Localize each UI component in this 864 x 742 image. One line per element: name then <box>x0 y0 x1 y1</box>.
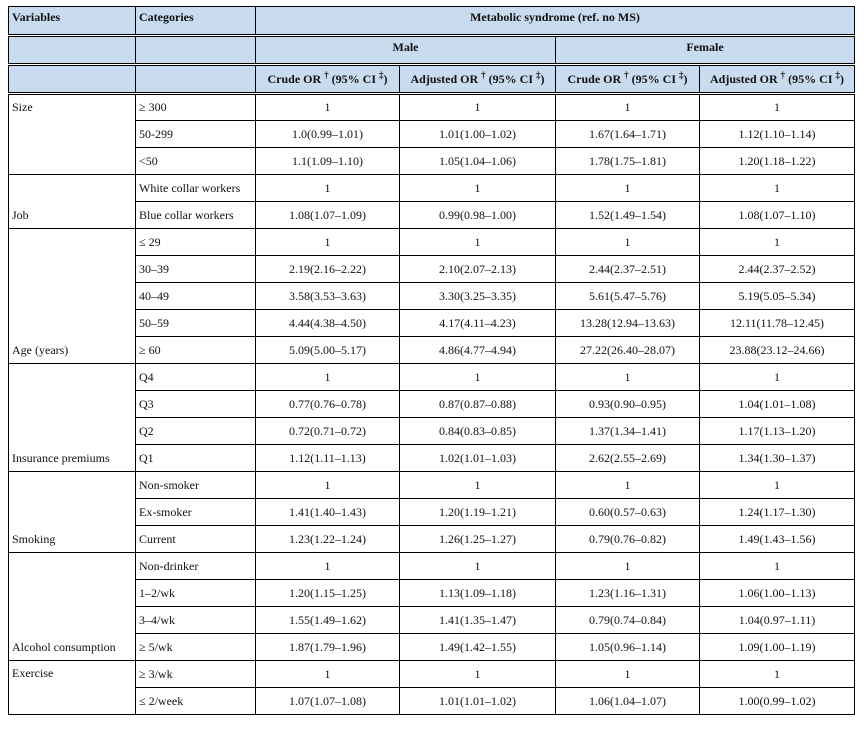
male-adjusted-cell: 1 <box>400 175 556 202</box>
female-adjusted-cell: 1.24(1.17–1.30) <box>700 499 855 526</box>
female-crude-cell: 2.62(2.55–2.69) <box>556 445 700 472</box>
category-cell: <50 <box>136 148 256 175</box>
female-adjusted-cell: 23.88(23.12–24.66) <box>700 337 855 364</box>
category-cell: White collar workers <box>136 175 256 202</box>
male-crude-cell: 1 <box>256 472 400 499</box>
female-crude-cell: 1 <box>556 94 700 121</box>
female-crude-cell: 1 <box>556 364 700 391</box>
variable-cell: Insurance premiums <box>9 364 136 472</box>
table-row <box>9 499 855 526</box>
male-adjusted-cell: 1.13(1.09–1.18) <box>400 580 556 607</box>
male-crude-cell: 5.09(5.00–5.17) <box>256 337 400 364</box>
male-crude-cell: 1 <box>256 661 400 688</box>
female-crude-cell: 1 <box>556 661 700 688</box>
table-row <box>9 526 855 553</box>
female-adjusted-cell: 1 <box>700 553 855 580</box>
category-cell: Q3 <box>136 391 256 418</box>
female-adjusted-cell: 1.49(1.43–1.56) <box>700 526 855 553</box>
table-wrapper <box>8 6 855 715</box>
male-adjusted-cell: 0.84(0.83–0.85) <box>400 418 556 445</box>
female-crude-cell: 27.22(26.40–28.07) <box>556 337 700 364</box>
table-row <box>9 634 855 661</box>
header-blank-categories-2 <box>136 65 256 94</box>
category-cell: ≥ 300 <box>136 94 256 121</box>
female-crude-cell: 1.78(1.75–1.81) <box>556 148 700 175</box>
male-crude-cell: 1.0(0.99–1.01) <box>256 121 400 148</box>
male-adjusted-cell: 1.49(1.42–1.55) <box>400 634 556 661</box>
header-categories: Categories <box>136 7 256 36</box>
female-crude-cell: 1.05(0.96–1.14) <box>556 634 700 661</box>
male-crude-cell: 1 <box>256 553 400 580</box>
male-crude-cell: 3.58(3.53–3.63) <box>256 283 400 310</box>
male-adjusted-cell: 1 <box>400 553 556 580</box>
variable-cell: Smoking <box>9 472 136 553</box>
header-female: Female <box>556 36 855 65</box>
table-row <box>9 391 855 418</box>
female-crude-cell: 0.79(0.76–0.82) <box>556 526 700 553</box>
female-adjusted-cell: 1 <box>700 364 855 391</box>
female-crude-cell: 1 <box>556 553 700 580</box>
female-crude-cell: 0.60(0.57–0.63) <box>556 499 700 526</box>
female-adjusted-cell: 1.06(1.00–1.13) <box>700 580 855 607</box>
category-cell: 50-299 <box>136 121 256 148</box>
female-adjusted-cell: 1 <box>700 229 855 256</box>
female-crude-cell: 0.79(0.74–0.84) <box>556 607 700 634</box>
table-row <box>9 553 855 580</box>
female-adjusted-cell: 1.08(1.07–1.10) <box>700 202 855 229</box>
female-adjusted-cell: 2.44(2.37–2.52) <box>700 256 855 283</box>
category-cell: 40–49 <box>136 283 256 310</box>
category-cell: Q4 <box>136 364 256 391</box>
female-adjusted-cell: 1.12(1.10–1.14) <box>700 121 855 148</box>
male-adjusted-cell: 1.20(1.19–1.21) <box>400 499 556 526</box>
header-male-adjusted-or: Adjusted OR † (95% CI ‡) <box>400 65 556 94</box>
table-row <box>9 202 855 229</box>
category-cell: ≥ 60 <box>136 337 256 364</box>
male-adjusted-cell: 1.05(1.04–1.06) <box>400 148 556 175</box>
male-adjusted-cell: 4.17(4.11–4.23) <box>400 310 556 337</box>
male-crude-cell: 2.19(2.16–2.22) <box>256 256 400 283</box>
category-cell: ≤ 29 <box>136 229 256 256</box>
female-crude-cell: 1.23(1.16–1.31) <box>556 580 700 607</box>
header-outcome: Metabolic syndrome (ref. no MS) <box>256 7 855 36</box>
table-header <box>9 7 855 94</box>
male-crude-cell: 1.20(1.15–1.25) <box>256 580 400 607</box>
category-cell: Non-drinker <box>136 553 256 580</box>
female-crude-cell: 1 <box>556 175 700 202</box>
table-row <box>9 607 855 634</box>
female-adjusted-cell: 1 <box>700 661 855 688</box>
table-row <box>9 445 855 472</box>
header-female-adjusted-or: Adjusted OR † (95% CI ‡) <box>700 65 855 94</box>
male-crude-cell: 4.44(4.38–4.50) <box>256 310 400 337</box>
category-cell: Blue collar workers <box>136 202 256 229</box>
male-crude-cell: 1 <box>256 229 400 256</box>
metabolic-syndrome-table <box>8 6 855 715</box>
male-crude-cell: 0.72(0.71–0.72) <box>256 418 400 445</box>
category-cell: 3–4/wk <box>136 607 256 634</box>
female-crude-cell: 2.44(2.37–2.51) <box>556 256 700 283</box>
male-adjusted-cell: 1.02(1.01–1.03) <box>400 445 556 472</box>
male-adjusted-cell: 1 <box>400 472 556 499</box>
female-crude-cell: 13.28(12.94–13.63) <box>556 310 700 337</box>
category-cell: ≥ 3/wk <box>136 661 256 688</box>
female-adjusted-cell: 1.20(1.18–1.22) <box>700 148 855 175</box>
variable-cell: Alcohol consumption <box>9 553 136 661</box>
female-adjusted-cell: 1.17(1.13–1.20) <box>700 418 855 445</box>
female-crude-cell: 1.52(1.49–1.54) <box>556 202 700 229</box>
table-row <box>9 688 855 715</box>
female-adjusted-cell: 1.00(0.99–1.02) <box>700 688 855 715</box>
header-blank-variables <box>9 36 136 65</box>
table-row <box>9 418 855 445</box>
table-row <box>9 94 855 121</box>
male-adjusted-cell: 1 <box>400 661 556 688</box>
variable-cell: Age (years) <box>9 229 136 364</box>
female-adjusted-cell: 1 <box>700 472 855 499</box>
male-crude-cell: 1 <box>256 94 400 121</box>
male-adjusted-cell: 1.01(1.00–1.02) <box>400 121 556 148</box>
female-adjusted-cell: 1 <box>700 175 855 202</box>
table-body <box>9 94 855 715</box>
female-crude-cell: 1.67(1.64–1.71) <box>556 121 700 148</box>
header-blank-variables-2 <box>9 65 136 94</box>
male-crude-cell: 1 <box>256 364 400 391</box>
category-cell: Q2 <box>136 418 256 445</box>
table-row <box>9 337 855 364</box>
male-crude-cell: 1.55(1.49–1.62) <box>256 607 400 634</box>
female-adjusted-cell: 1.34(1.30–1.37) <box>700 445 855 472</box>
male-adjusted-cell: 1 <box>400 229 556 256</box>
male-adjusted-cell: 0.87(0.87–0.88) <box>400 391 556 418</box>
male-adjusted-cell: 1 <box>400 94 556 121</box>
category-cell: Current <box>136 526 256 553</box>
male-adjusted-cell: 1.26(1.25–1.27) <box>400 526 556 553</box>
female-adjusted-cell: 1 <box>700 94 855 121</box>
male-crude-cell: 1.87(1.79–1.96) <box>256 634 400 661</box>
male-crude-cell: 1.07(1.07–1.08) <box>256 688 400 715</box>
table-row <box>9 256 855 283</box>
male-crude-cell: 1 <box>256 175 400 202</box>
header-variables: Variables <box>9 7 136 36</box>
male-adjusted-cell: 3.30(3.25–3.35) <box>400 283 556 310</box>
table-row <box>9 364 855 391</box>
female-crude-cell: 1 <box>556 472 700 499</box>
header-male: Male <box>256 36 556 65</box>
male-crude-cell: 1.12(1.11–1.13) <box>256 445 400 472</box>
female-adjusted-cell: 5.19(5.05–5.34) <box>700 283 855 310</box>
header-male-crude-or: Crude OR † (95% CI ‡) <box>256 65 400 94</box>
category-cell: Ex-smoker <box>136 499 256 526</box>
female-crude-cell: 1 <box>556 229 700 256</box>
header-female-crude-or: Crude OR † (95% CI ‡) <box>556 65 700 94</box>
category-cell: Non-smoker <box>136 472 256 499</box>
male-adjusted-cell: 1 <box>400 364 556 391</box>
table-row <box>9 580 855 607</box>
category-cell: 30–39 <box>136 256 256 283</box>
female-adjusted-cell: 1.09(1.00–1.19) <box>700 634 855 661</box>
female-adjusted-cell: 12.11(11.78–12.45) <box>700 310 855 337</box>
table-row <box>9 283 855 310</box>
female-adjusted-cell: 1.04(0.97–1.11) <box>700 607 855 634</box>
table-row <box>9 148 855 175</box>
female-crude-cell: 1.06(1.04–1.07) <box>556 688 700 715</box>
table-row <box>9 121 855 148</box>
male-adjusted-cell: 0.99(0.98–1.00) <box>400 202 556 229</box>
variable-cell: Job <box>9 175 136 229</box>
category-cell: Q1 <box>136 445 256 472</box>
category-cell: 1–2/wk <box>136 580 256 607</box>
table-row <box>9 175 855 202</box>
male-crude-cell: 1.23(1.22–1.24) <box>256 526 400 553</box>
male-adjusted-cell: 4.86(4.77–4.94) <box>400 337 556 364</box>
female-adjusted-cell: 1.04(1.01–1.08) <box>700 391 855 418</box>
header-blank-categories <box>136 36 256 65</box>
male-crude-cell: 1.1(1.09–1.10) <box>256 148 400 175</box>
male-adjusted-cell: 1.01(1.01–1.02) <box>400 688 556 715</box>
category-cell: ≤ 2/week <box>136 688 256 715</box>
table-row <box>9 310 855 337</box>
male-adjusted-cell: 2.10(2.07–2.13) <box>400 256 556 283</box>
category-cell: 50–59 <box>136 310 256 337</box>
male-crude-cell: 0.77(0.76–0.78) <box>256 391 400 418</box>
female-crude-cell: 5.61(5.47–5.76) <box>556 283 700 310</box>
table-row <box>9 229 855 256</box>
table-row <box>9 472 855 499</box>
female-crude-cell: 0.93(0.90–0.95) <box>556 391 700 418</box>
table-row <box>9 661 855 688</box>
male-crude-cell: 1.41(1.40–1.43) <box>256 499 400 526</box>
male-adjusted-cell: 1.41(1.35–1.47) <box>400 607 556 634</box>
female-crude-cell: 1.37(1.34–1.41) <box>556 418 700 445</box>
variable-cell: Exercise <box>9 661 136 715</box>
variable-cell: Size <box>9 94 136 175</box>
category-cell: ≥ 5/wk <box>136 634 256 661</box>
male-crude-cell: 1.08(1.07–1.09) <box>256 202 400 229</box>
